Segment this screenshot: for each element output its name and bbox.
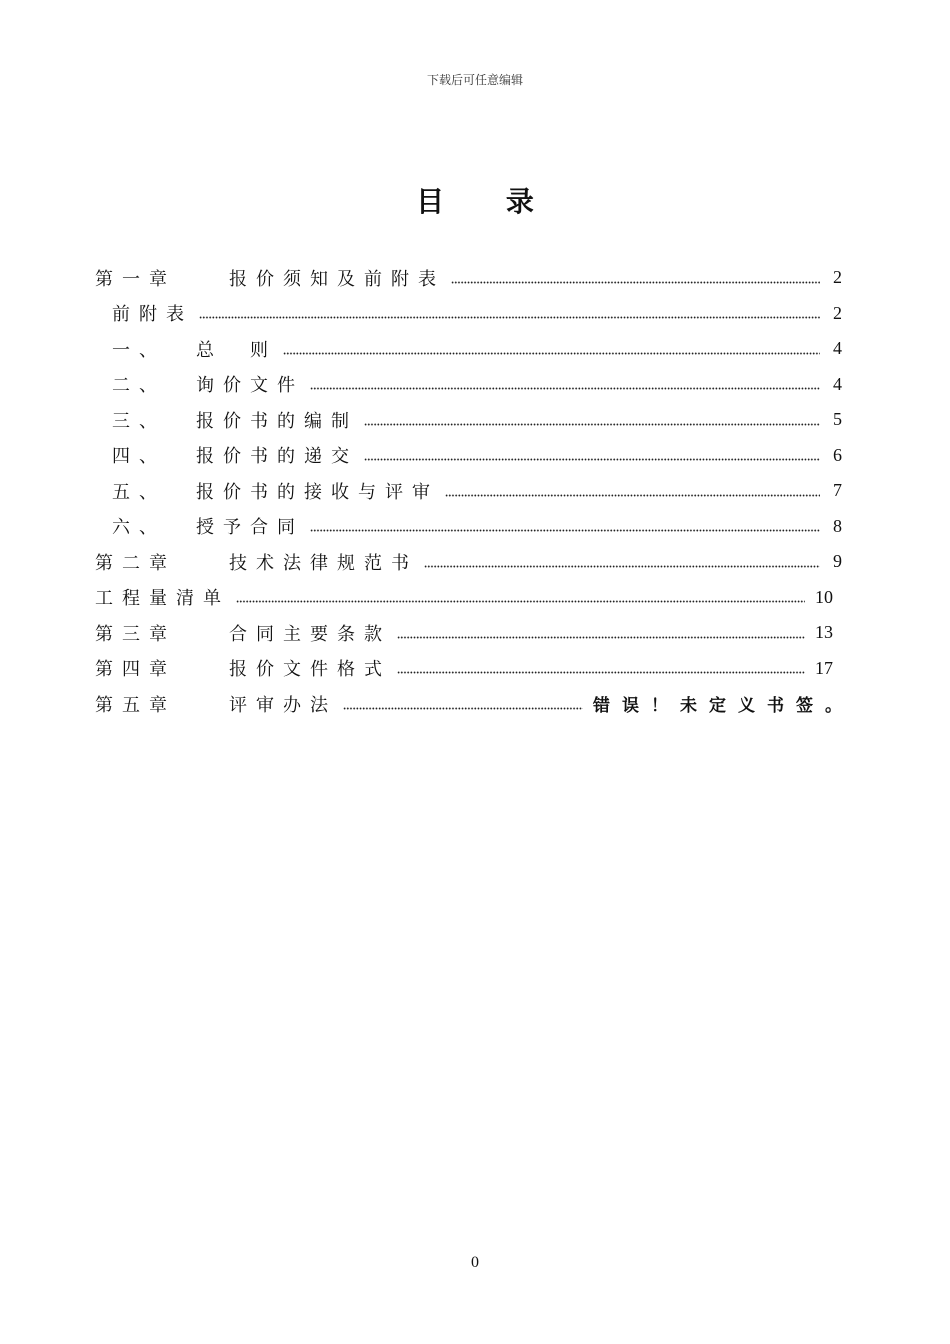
leader-dots xyxy=(310,375,820,393)
toc-entry-page: 4 xyxy=(833,373,842,394)
toc-entry-title: 报价书的编制 xyxy=(196,410,358,432)
toc-entry-page: 6 xyxy=(833,444,842,465)
toc-entry-title: 总 则 xyxy=(196,339,277,361)
toc-entry-title: 工程量清单 xyxy=(95,588,230,610)
leader-dots xyxy=(364,446,820,464)
toc-entry-bill-of-quantities[interactable] xyxy=(95,580,842,616)
toc-entry-chapter-5[interactable] xyxy=(95,686,854,722)
toc-entry-chapter-1[interactable] xyxy=(95,260,842,296)
toc-entry-prefix: 三、 xyxy=(112,410,166,432)
toc-entry-prefix: 六、 xyxy=(112,517,166,539)
leader-dots xyxy=(364,411,820,429)
toc-entry-title: 报价书的接收与评审 xyxy=(196,481,439,503)
toc-entry-title: 报价文件格式 xyxy=(229,659,391,681)
toc-entry-title: 询价文件 xyxy=(196,375,304,397)
toc-entry-section-4[interactable] xyxy=(95,438,842,474)
toc-entry-prefix: 第三章 xyxy=(95,623,176,645)
toc-entry-page: 13 xyxy=(815,622,833,643)
toc-title: 目 录 xyxy=(416,185,560,218)
toc-entry-title: 前附表 xyxy=(112,304,193,326)
toc-entry-page: 2 xyxy=(833,302,842,323)
toc-entry-page: 17 xyxy=(815,657,833,678)
toc-entry-prefix: 五、 xyxy=(112,481,166,503)
toc-entry-section-6[interactable] xyxy=(95,509,842,545)
toc-entry-section-2[interactable] xyxy=(95,367,842,403)
leader-dots xyxy=(397,624,805,642)
header-note: 下载后可任意编辑 xyxy=(426,73,523,87)
toc-entry-chapter-2[interactable] xyxy=(95,544,842,580)
leader-dots xyxy=(283,340,820,358)
toc-entry-section-5[interactable] xyxy=(95,473,842,509)
toc-entry-title: 授予合同 xyxy=(196,517,304,539)
toc-entry-page: 10 xyxy=(815,586,833,607)
toc-entry-prefix: 第四章 xyxy=(95,659,176,681)
toc-entry-prefix: 二、 xyxy=(112,375,166,397)
leader-dots xyxy=(445,482,820,500)
toc-entry-prefix: 一、 xyxy=(112,339,166,361)
leader-dots xyxy=(236,588,805,606)
toc-entry-chapter-4[interactable] xyxy=(95,651,842,687)
page-number: 0 xyxy=(471,1254,479,1271)
toc-entry-title: 报价书的递交 xyxy=(196,446,358,468)
toc-entry-prefix: 四、 xyxy=(112,446,166,468)
leader-dots xyxy=(310,517,820,535)
toc-entry-title: 合同主要条款 xyxy=(229,623,391,645)
leader-dots xyxy=(451,269,820,287)
table-of-contents xyxy=(95,260,854,722)
toc-entry-title: 评审办法 xyxy=(229,694,337,716)
toc-entry-prefix: 第二章 xyxy=(95,552,176,574)
toc-entry-section-1[interactable] xyxy=(95,331,842,367)
toc-entry-page: 7 xyxy=(833,480,842,501)
toc-entry-page: 8 xyxy=(833,515,842,536)
toc-entry-page: 4 xyxy=(833,338,842,359)
toc-entry-title: 技术法律规范书 xyxy=(229,552,418,574)
toc-entry-page: 9 xyxy=(833,551,842,572)
toc-entry-section-3[interactable] xyxy=(95,402,842,438)
leader-dots xyxy=(343,695,583,713)
leader-dots xyxy=(397,659,805,677)
leader-dots xyxy=(424,553,820,571)
toc-entry-page: 5 xyxy=(833,409,842,430)
toc-entry-page: 2 xyxy=(833,267,842,288)
toc-entry-chapter-3[interactable] xyxy=(95,615,842,651)
toc-entry-page-error: 错误！未定义书签。 xyxy=(593,696,854,717)
toc-entry-prefix: 第一章 xyxy=(95,268,176,290)
toc-entry-prefix: 第五章 xyxy=(95,694,176,716)
toc-entry-title: 报价须知及前附表 xyxy=(229,268,445,290)
leader-dots xyxy=(199,304,820,322)
toc-entry-appendix-table[interactable] xyxy=(95,296,842,332)
